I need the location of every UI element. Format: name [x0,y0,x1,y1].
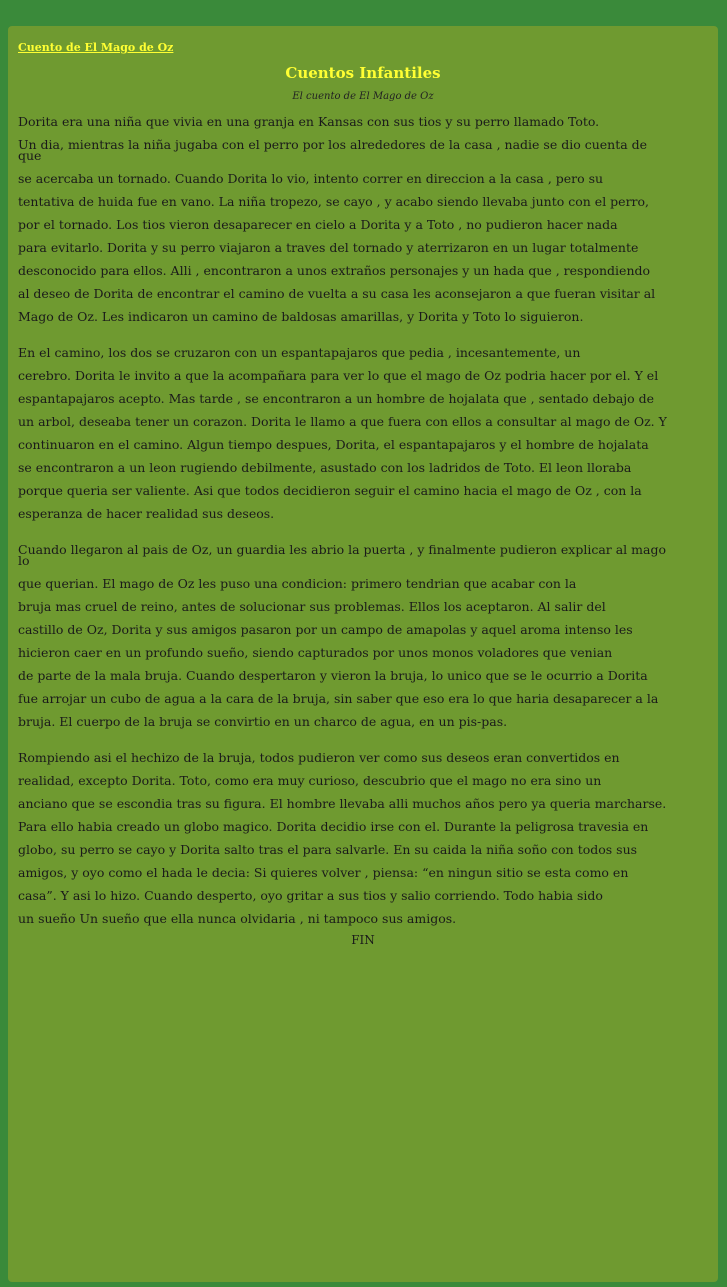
story-line: globo, su perro se cayo y Dorita salto tras el para salvarle. En su caida la niña soño con todos sus [18,842,638,857]
story-line: esperanza de hacer realidad sus deseos. [18,506,275,521]
story-line: Un dia, mientras la niña jugaba con el perro por los alrededores de la casa , nadie se dio cuenta de que [18,137,648,163]
story-line: por el tornado. Los tios vieron desaparecer en cielo a Dorita y a Toto , no pudieron hacer nada [18,217,618,232]
page-subtitle: El cuento de El Mago de Oz [292,91,434,102]
story-line: Dorita era una niña que vivia en una granja en Kansas con sus tios y su perro llamado Toto. [18,114,600,129]
story-line: desconocido para ellos. Alli , encontraron a unos extraños personajes y un hada que , respondiendo [18,263,651,278]
story-line: Cuando llegaron al pais de Oz, un guardia les abrio la puerta , y finalmente pudieron explicar al mago lo [18,542,666,568]
story-line: de parte de la mala bruja. Cuando despertaron y vieron la bruja, lo unico que se le ocurrio a Dorita [18,668,648,683]
story-line: realidad, excepto Dorita. Toto, como era muy curioso, descubrio que el mago no era sino un [18,773,602,788]
story-body [18,116,670,924]
story-line: un arbol, deseaba tener un corazon. Dorita le llamo a que fuera con ellos a consultar al mago de Oz. Y [18,414,667,429]
story-line: anciano que se escondia tras su figura. El hombre llevaba alli muchos años pero ya queria marcharse. [18,796,667,811]
story-line: que querian. El mago de Oz les puso una condicion: primero tendrian que acabar con la [18,576,577,591]
fin-label: FIN [351,933,375,947]
story-line: continuaron en el camino. Algun tiempo despues, Dorita, el espantapajaros y el hombre de hojalata [18,437,649,452]
story-line: castillo de Oz, Dorita y sus amigos pasaron por un campo de amapolas y aquel aroma intenso les [18,622,633,637]
story-line: al deseo de Dorita de encontrar el camino de vuelta a su casa les aconsejaron a que fueran visitar al [18,286,656,301]
story-line: espantapajaros acepto. Mas tarde , se encontraron a un hombre de hojalata que , sentado debajo de [18,391,655,406]
story-line: tentativa de huida fue en vano. La niña tropezo, se cayo , y acabo siendo llevaba junto con el perro, [18,194,650,209]
story-link[interactable]: Cuento de El Mago de Oz [18,41,174,54]
story-line: En el camino, los dos se cruzaron con un espantapajaros que pedia , incesantemente, un [18,345,581,360]
story-line: bruja mas cruel de reino, antes de solucionar sus problemas. Ellos los aceptaron. Al salir del [18,599,606,614]
story-line: Rompiendo asi el hechizo de la bruja, todos pudieron ver como sus deseos eran convertidos en [18,750,620,765]
story-line: amigos, y oyo como el hada le decia: Si quieres volver , piensa: “en ningun sitio se esta como en [18,865,629,880]
story-panel [8,26,718,1282]
story-line: para evitarlo. Dorita y su perro viajaron a traves del tornado y aterrizaron en un lugar totalmente [18,240,639,255]
story-line: se encontraron a un leon rugiendo debilmente, asustado con los ladridos de Toto. El leon lloraba [18,460,632,475]
page-title: Cuentos Infantiles [285,64,441,82]
story-line: hicieron caer en un profundo sueño, siendo capturados por unos monos voladores que venian [18,645,613,660]
story-line: casa”. Y asi lo hizo. Cuando desperto, oyo gritar a sus tios y salio corriendo. Todo habia sido [18,888,603,903]
story-line: Para ello habia creado un globo magico. Dorita decidio irse con el. Durante la peligrosa travesia en [18,819,649,834]
story-line: bruja. El cuerpo de la bruja se convirtio en un charco de agua, en un pis-pas. [18,714,508,729]
story-line: un sueño Un sueño que ella nunca olvidaria , ni tampoco sus amigos. [18,911,457,926]
story-line: se acercaba un tornado. Cuando Dorita lo vio, intento correr en direccion a la casa , pero su [18,171,604,186]
story-line: porque queria ser valiente. Asi que todos decidieron seguir el camino hacia el mago de Oz , con la [18,483,642,498]
story-line: fue arrojar un cubo de agua a la cara de la bruja, sin saber que eso era lo que haria desaparecer a la [18,691,659,706]
story-line: cerebro. Dorita le invito a que la acompañara para ver lo que el mago de Oz podria hacer por el. Y el [18,368,659,383]
story-line: Mago de Oz. Les indicaron un camino de baldosas amarillas, y Dorita y Toto lo siguieron. [18,309,584,324]
